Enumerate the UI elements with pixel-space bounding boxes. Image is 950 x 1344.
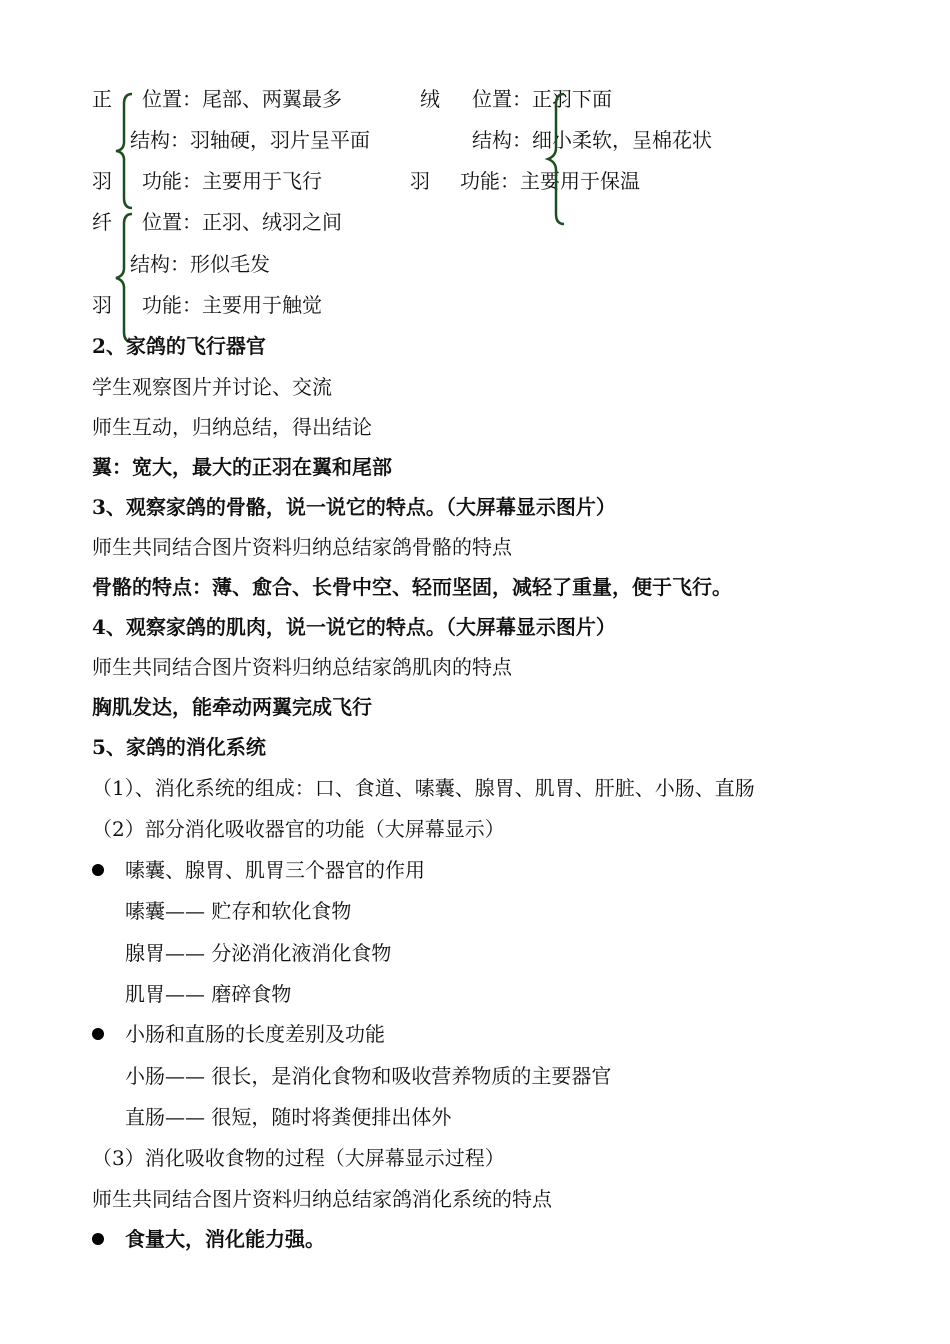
b1-line-2: 腺胃—— 分泌消化液消化食物	[125, 941, 392, 965]
rong-yu-function: 功能：主要用于保温	[460, 169, 640, 193]
section5-bullet1: 嗉囊、腺胃、肌胃三个器官的作用	[125, 858, 425, 882]
section2-conclusion: 翼：宽大，最大的正羽在翼和尾部	[92, 455, 392, 479]
xian-yu-structure: 结构：形似毛发	[130, 252, 270, 276]
zheng-yu-char2: 羽	[92, 169, 112, 193]
section2-heading: 2、家鸽的飞行器官	[92, 334, 266, 358]
section3-line1: 师生共同结合图片资料归纳总结家鸽骨骼的特点	[92, 535, 512, 559]
rong-yu-position: 位置：正羽下面	[472, 87, 612, 111]
section5-bullet3: 食量大，消化能力强。	[125, 1227, 325, 1251]
section5-item2: （2）部分消化吸收器官的功能（大屏幕显示）	[92, 817, 505, 841]
section5-item3: （3）消化吸收食物的过程（大屏幕显示过程）	[92, 1146, 505, 1170]
bullet-dot-3	[92, 1233, 104, 1245]
bullet-dot-1	[92, 864, 104, 876]
bullet-dot-2	[92, 1028, 104, 1040]
zheng-yu-structure: 结构：羽轴硬，羽片呈平面	[130, 128, 370, 152]
section5-bullet2: 小肠和直肠的长度差别及功能	[125, 1022, 385, 1046]
section5-item1: （1）、消化系统的组成：口、食道、嗉囊、腺胃、肌胃、肝脏、小肠、直肠	[92, 776, 755, 800]
section5-summary: 师生共同结合图片资料归纳总结家鸽消化系统的特点	[92, 1187, 552, 1211]
xian-yu-brace	[112, 212, 136, 344]
section3-heading: 3、观察家鸽的骨骼，说一说它的特点。（大屏幕显示图片）	[92, 495, 616, 519]
section4-heading: 4、观察家鸽的肌肉，说一说它的特点。（大屏幕显示图片）	[92, 615, 616, 639]
xian-yu-char1: 纤	[92, 210, 112, 234]
rong-yu-char1: 绒	[420, 87, 440, 111]
section4-line1: 师生共同结合图片资料归纳总结家鸽肌肉的特点	[92, 655, 512, 679]
xian-yu-char2: 羽	[92, 293, 112, 317]
section3-conclusion: 骨骼的特点：薄、愈合、长骨中空、轻而坚固，减轻了重量，便于飞行。	[92, 575, 732, 599]
xian-yu-position: 位置：正羽、绒羽之间	[142, 210, 342, 234]
rong-yu-brace	[544, 92, 568, 226]
zheng-yu-position: 位置：尾部、两翼最多	[142, 87, 342, 111]
zheng-yu-brace	[112, 92, 136, 210]
zheng-yu-function: 功能：主要用于飞行	[142, 169, 322, 193]
zheng-yu-char1: 正	[92, 87, 112, 111]
section4-conclusion: 胸肌发达，能牵动两翼完成飞行	[92, 695, 372, 719]
section5-heading: 5、家鸽的消化系统	[92, 735, 266, 759]
b1-line-3: 肌胃—— 磨碎食物	[125, 982, 292, 1006]
b2-line-2: 直肠—— 很短，随时将粪便排出体外	[125, 1105, 452, 1129]
rong-yu-char2: 羽	[410, 169, 430, 193]
xian-yu-function: 功能：主要用于触觉	[142, 293, 322, 317]
section2-line1: 学生观察图片并讨论、交流	[92, 375, 332, 399]
rong-yu-structure: 结构：细小柔软，呈棉花状	[472, 128, 712, 152]
section2-line2: 师生互动，归纳总结，得出结论	[92, 415, 372, 439]
b2-line-1: 小肠—— 很长，是消化食物和吸收营养物质的主要器官	[125, 1064, 612, 1088]
b1-line-1: 嗉囊—— 贮存和软化食物	[125, 899, 352, 923]
